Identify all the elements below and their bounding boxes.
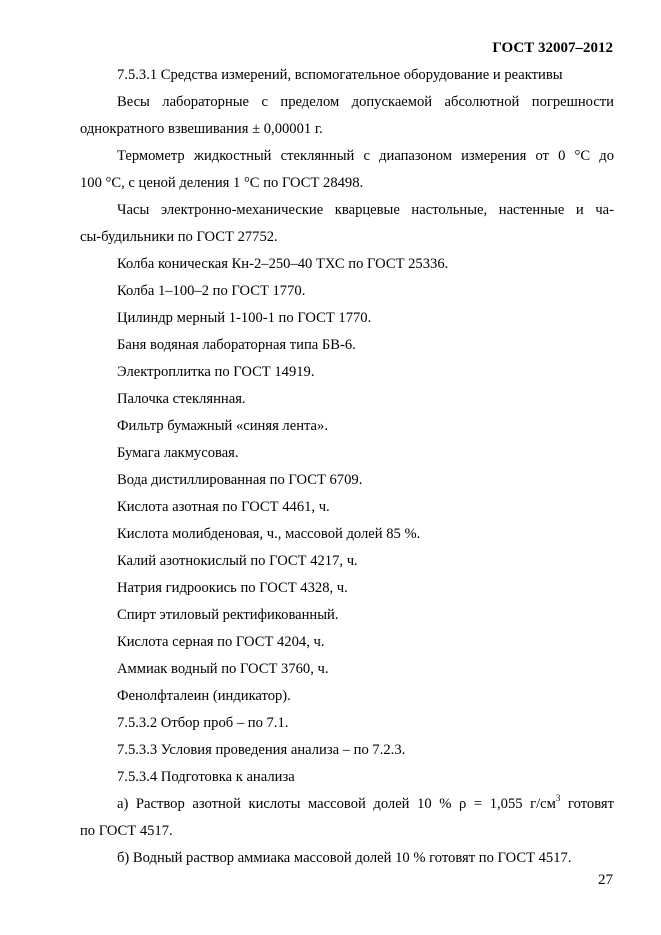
paragraph-clock: Часы электронно-механические кварцевые настольные, настенные и ча- [117, 202, 614, 218]
paragraph-7-5-3-2: 7.5.3.2 Отбор проб – по 7.1. [117, 715, 289, 731]
list-item: Спирт этиловый ректификованный. [117, 607, 339, 623]
list-item: Электроплитка по ГОСТ 14919. [117, 364, 315, 380]
paragraph-7-5-3-3: 7.5.3.3 Условия проведения анализа – по 7.2.3. [117, 742, 406, 758]
list-item: Фенолфталеин (индикатор). [117, 688, 291, 704]
list-item: Бумага лакмусовая. [117, 445, 239, 461]
list-item: Натрия гидроокись по ГОСТ 4328, ч. [117, 580, 348, 596]
paragraph-scales-cont: однократного взвешивания ± 0,00001 г. [80, 121, 323, 137]
paragraph-ammonia: б) Водный раствор аммиака массовой долей 10 % готовят по ГОСТ 4517. [117, 850, 572, 866]
list-item: Кислота молибденовая, ч., массовой долей 85 %. [117, 526, 421, 542]
nitric-acid-text-end: готовят [560, 796, 614, 812]
document-body [80, 62, 614, 872]
paragraph-nitric-acid [80, 791, 614, 818]
list-item: Цилиндр мерный 1-100-1 по ГОСТ 1770. [117, 310, 372, 326]
paragraph-7-5-3-1: 7.5.3.1 Средства измерений, вспомогательное оборудование и реактивы [117, 67, 563, 83]
paragraph-scales: Весы лабораторные с пределом допускаемой абсолютной погрешности [117, 94, 614, 110]
superscript: 3 [555, 793, 561, 803]
paragraph-thermometer: Термометр жидкостный стеклянный с диапазоном измерения от 0 °С до [117, 148, 614, 164]
list-item: Аммиак водный по ГОСТ 3760, ч. [117, 661, 329, 677]
list-item: Фильтр бумажный «синяя лента». [117, 418, 328, 434]
nitric-acid-text: а) Раствор азотной кислоты массовой долей 10 % ρ = 1,055 г/см [117, 796, 556, 812]
list-item: Колба 1–100–2 по ГОСТ 1770. [117, 283, 306, 299]
paragraph-clock-cont: сы-будильники по ГОСТ 27752. [80, 229, 278, 245]
list-item: Кислота азотная по ГОСТ 4461, ч. [117, 499, 330, 515]
paragraph-nitric-acid-cont: по ГОСТ 4517. [80, 823, 173, 839]
list-item: Калий азотнокислый по ГОСТ 4217, ч. [117, 553, 358, 569]
list-item: Вода дистиллированная по ГОСТ 6709. [117, 472, 363, 488]
list-item: Палочка стеклянная. [117, 391, 246, 407]
document-header: ГОСТ 32007–2012 [492, 40, 613, 56]
paragraph-thermometer-cont: 100 °С, с ценой деления 1 °С по ГОСТ 28498. [80, 175, 364, 191]
list-item: Кислота серная по ГОСТ 4204, ч. [117, 634, 325, 650]
list-item: Баня водяная лабораторная типа БВ-6. [117, 337, 356, 353]
paragraph-7-5-3-4: 7.5.3.4 Подготовка к анализа [117, 769, 295, 785]
page-number: 27 [598, 872, 613, 888]
list-item: Колба коническая Кн-2–250–40 ТХС по ГОСТ 25336. [117, 256, 449, 272]
